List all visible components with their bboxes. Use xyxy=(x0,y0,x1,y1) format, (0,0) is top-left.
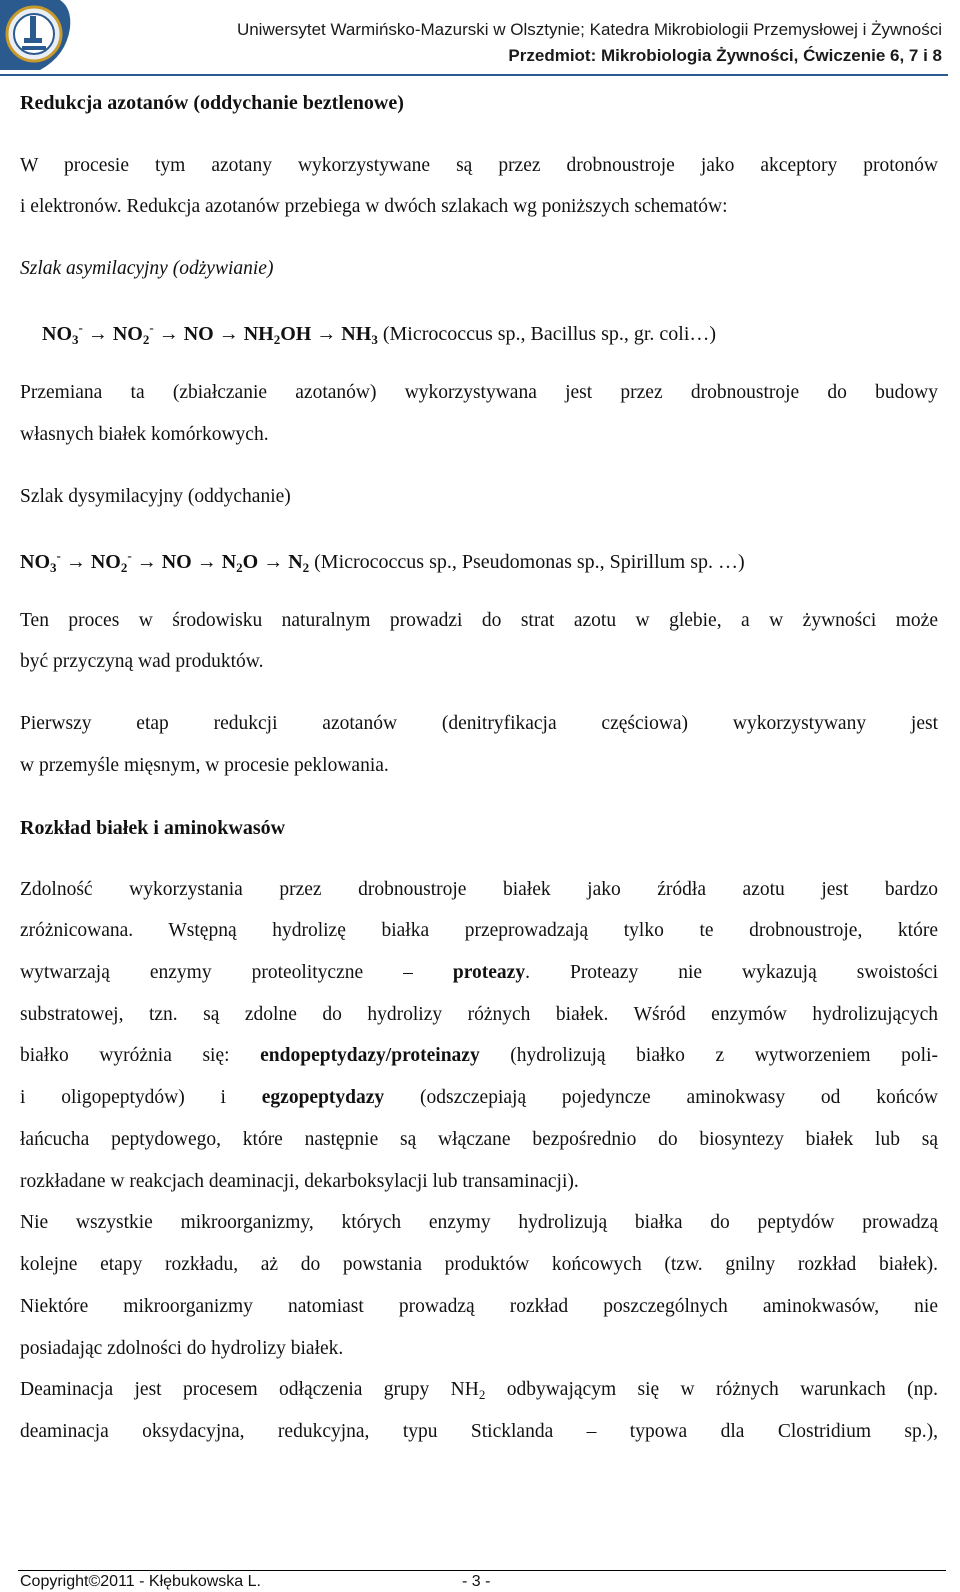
assimilatory-path-title: Szlak asymilacyjny (odżywianie) xyxy=(20,258,274,279)
dissimilatory-desc-1: Ten proces w środowisku naturalnym prowadzi do strat azotu w glebie, a w żywności może xyxy=(20,610,938,631)
assimilatory-equation: $NO_3^- \to NO_2^-$ → NO → $NH_2OH \to NH_3$ (Micrococcus sp., Bacillus sp., gr. coli…) xyxy=(42,320,717,347)
assimilatory-desc-2: własnych białek komórkowych. xyxy=(20,424,269,445)
header-course: Przedmiot: Mikrobiologia Żywności, Ćwiczenie 6, 7 i 8 xyxy=(508,46,942,65)
text-run: i oligopeptydów) i xyxy=(20,1087,262,1108)
deamination-line-1 xyxy=(20,1379,938,1406)
deamination-line-2: deaminacja oksydacyjna, redukcyjna, typu Sticklanda – typowa dla Clostridium sp.), xyxy=(20,1421,938,1442)
intro-line-2: i elektronów. Redukcja azotanów przebiega w dwóch szlakach wg poniższych schematów: xyxy=(20,196,728,217)
header-divider xyxy=(0,74,948,76)
protein-p1-line-8: rozkładane w reakcjach deaminacji, dekarboksylacji lub transaminacji). xyxy=(20,1171,579,1192)
protein-p1-line-5 xyxy=(20,1045,938,1067)
subscript: 2 xyxy=(478,1387,486,1402)
protein-p1-line-1: Zdolność wykorzystania przez drobnoustroje białek jako źródła azotu jest bardzo xyxy=(20,879,938,900)
protein-p2-line-4: posiadając zdolności do hydrolizy białek. xyxy=(20,1338,344,1359)
assimilatory-organisms: (Micrococcus sp., Bacillus sp., gr. coli…) xyxy=(382,323,717,345)
protein-p2-line-3: Niektóre mikroorganizmy natomiast prowadzą rozkład poszczególnych aminokwasów, nie xyxy=(20,1296,938,1317)
dissimilatory-organisms: (Micrococcus sp., Pseudomonas sp., Spirillum sp. …) xyxy=(314,551,745,573)
dissimilatory-path-title: Szlak dysymilacyjny (oddychanie) xyxy=(20,486,291,507)
university-seal-icon xyxy=(0,0,72,72)
header-institution: Uniwersytet Warmińsko-Mazurski w Olsztynie; Katedra Mikrobiologii Przemysłowej i Żywności xyxy=(236,20,942,39)
denitrification-line-1: Pierwszy etap redukcji azotanów (denitryfikacja częściowa) wykorzystywany jest xyxy=(20,713,938,734)
protein-p1-line-6 xyxy=(20,1087,938,1109)
section-title-protein-breakdown: Rozkład białek i aminokwasów xyxy=(20,817,286,839)
protein-p1-line-3 xyxy=(20,962,938,984)
intro-line-1: W procesie tym azotany wykorzystywane są przez drobnoustroje jako akceptory protonów xyxy=(20,155,938,176)
text-run: odbywającym się w różnych warunkach (np. xyxy=(485,1379,938,1400)
protein-p2-line-1: Nie wszystkie mikroorganizmy, których enzymy hydrolizują białka do peptydów prowadzą xyxy=(20,1212,938,1233)
term-exopeptidases: egzopeptydazy xyxy=(261,1087,385,1108)
protein-p1-line-7: łańcucha peptydowego, które następnie są włączane bezpośrednio do biosyntezy białek lub są xyxy=(20,1129,938,1150)
text-run: . Proteazy nie wykazują swoistości xyxy=(525,962,938,983)
protein-p1-line-4: substratowej, tzn. są zdolne do hydrolizy różnych białek. Wśród enzymów hydrolizujących xyxy=(20,1004,938,1025)
text-run: (odszczepiają pojedyncze aminokwasy od końców xyxy=(384,1087,938,1108)
footer-copyright: Copyright©2011 - Kłębukowska L. xyxy=(20,1573,261,1590)
protein-p2-line-2: kolejne etapy rozkładu, aż do powstania produktów końcowych (tzw. gnilny rozkład białek). xyxy=(20,1254,938,1275)
footer-divider xyxy=(18,1570,946,1571)
text-run: (hydrolizują białko z wytworzeniem poli- xyxy=(479,1045,939,1066)
text-run: wytwarzają enzymy proteolityczne – xyxy=(20,962,453,983)
protein-p1-line-2: zróżnicowana. Wstępną hydrolizę białka przeprowadzają tylko te drobnoustroje, które xyxy=(20,920,938,941)
term-endopeptidases: endopeptydazy/proteinazy xyxy=(260,1045,480,1066)
text-run: białko wyróżnia się: xyxy=(20,1045,261,1066)
page-header xyxy=(0,0,960,76)
page-number: - 3 - xyxy=(462,1573,491,1590)
term-proteases: proteazy xyxy=(452,962,526,983)
dissimilatory-equation: $NO_3^- \to NO_2^-$ → NO → $N_2O \to N_2$ (Micrococcus sp., Pseudomonas sp., Spirillum sp. …) xyxy=(20,548,745,575)
section-title-nitrate-reduction: Redukcja azotanów (oddychanie beztlenowe) xyxy=(20,92,404,114)
assimilatory-desc-1: Przemiana ta (zbiałczanie azotanów) wykorzystywana jest przez drobnoustroje do budowy xyxy=(20,382,938,403)
dissimilatory-desc-2: być przyczyną wad produktów. xyxy=(20,651,264,672)
text-run: Deaminacja jest procesem odłączenia grupy NH xyxy=(20,1379,479,1400)
denitrification-line-2: w przemyśle mięsnym, w procesie peklowania. xyxy=(20,755,389,776)
